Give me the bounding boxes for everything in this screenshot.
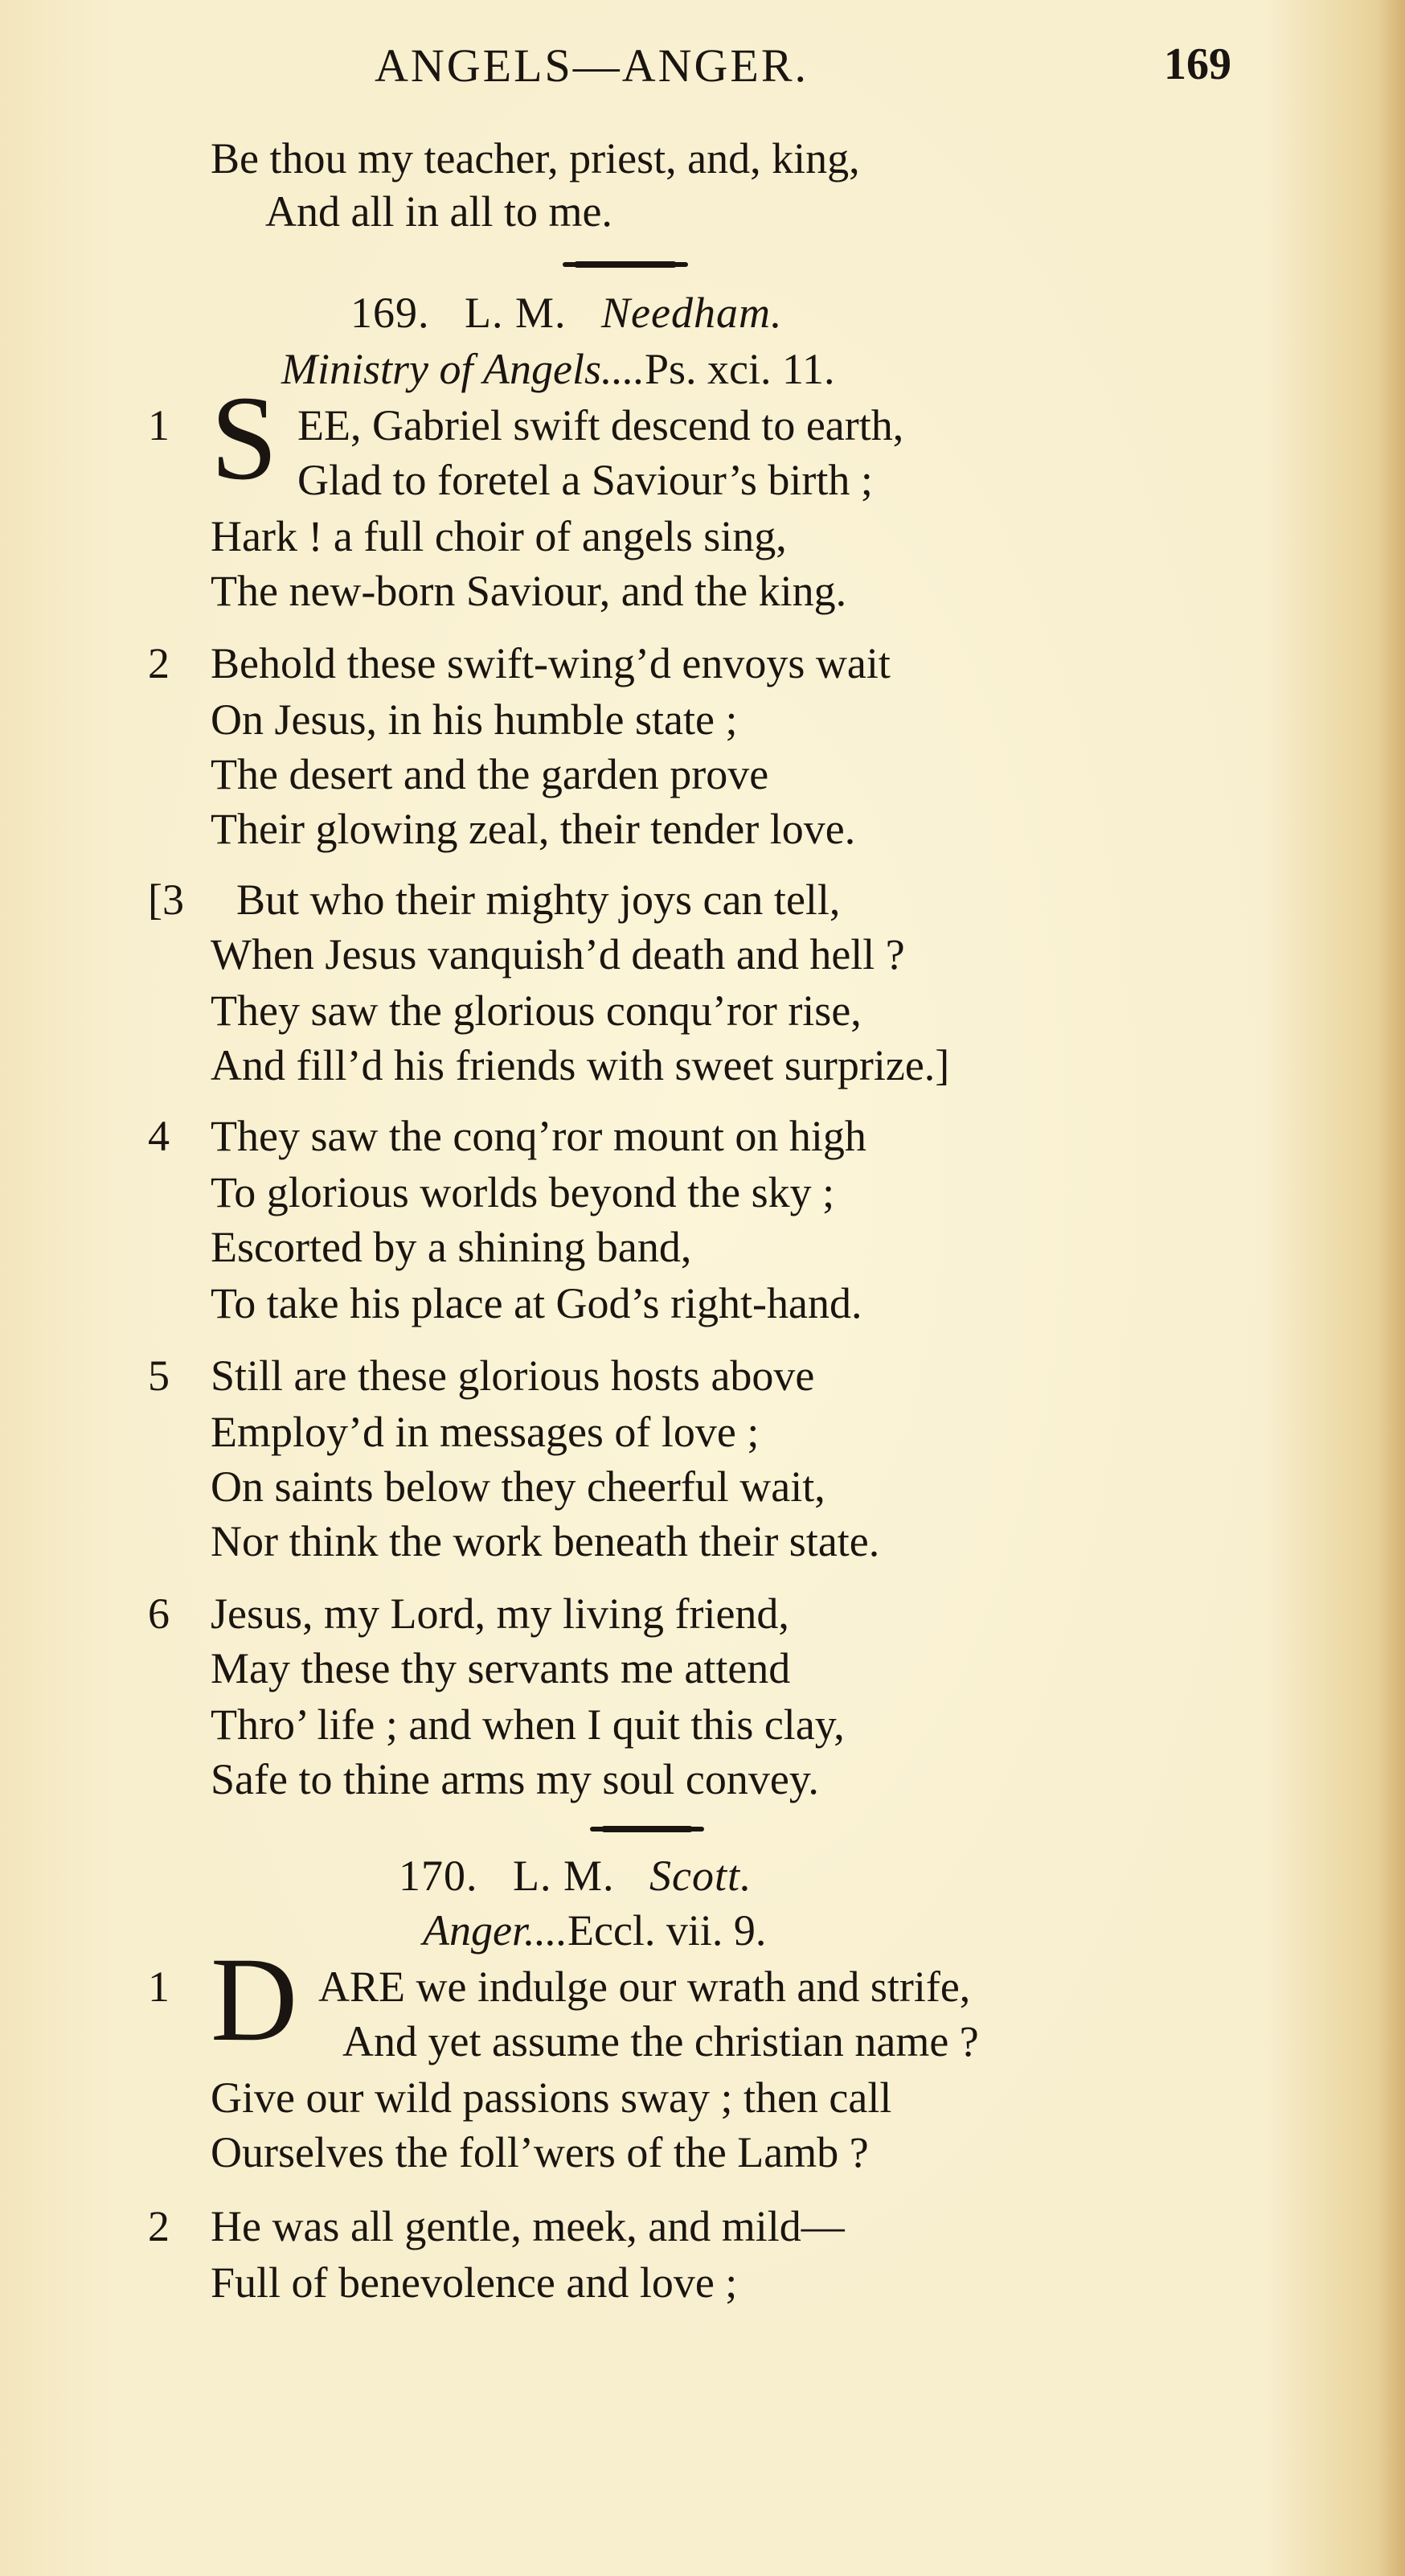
verse-line: Give our wild passions sway ; then call xyxy=(211,2074,892,2122)
verse-line: Ourselves the foll’wers of the Lamb ? xyxy=(211,2128,869,2176)
hymn-subject: Anger.... xyxy=(423,1906,567,1955)
verse-line: And fill’d his friends with sweet surprize.] xyxy=(211,1041,950,1089)
verse-line: The desert and the garden prove xyxy=(211,750,769,798)
scripture-reference: Ps. xci. 11. xyxy=(645,345,835,393)
verse-line: And yet assume the christian name ? xyxy=(342,2017,979,2065)
stanza-number: 4 xyxy=(148,1112,170,1160)
stanza-number: 6 xyxy=(148,1589,170,1638)
section-rule xyxy=(590,1827,704,1832)
page-edge-stain xyxy=(1378,0,1405,2576)
stanza-number: 1 xyxy=(148,401,170,449)
running-head: ANGELS—ANGER. xyxy=(375,39,809,92)
hymn-subtitle xyxy=(423,1906,767,1955)
verse-line: The new-born Saviour, and the king. xyxy=(211,567,847,615)
hymn-tune: Scott. xyxy=(649,1852,752,1900)
verse-line: Full of benevolence and love ; xyxy=(211,2258,738,2307)
verse-line: Jesus, my Lord, my living friend, xyxy=(211,1589,789,1638)
hymn-title xyxy=(350,289,783,337)
stanza-number: 5 xyxy=(148,1352,170,1400)
stanza-number: 2 xyxy=(148,2202,170,2250)
verse-line: To take his place at God’s right-hand. xyxy=(211,1279,862,1327)
page-header xyxy=(0,39,1405,103)
hymn-meter: L. M. xyxy=(513,1852,615,1900)
verse-line: He was all gentle, meek, and mild— xyxy=(211,2202,845,2250)
hymn-subtitle xyxy=(281,347,835,391)
verse-line: But who their mighty joys can tell, xyxy=(236,876,841,924)
hymn-number: 170. xyxy=(399,1852,478,1900)
stanza-number: 1 xyxy=(148,1963,170,2011)
verse-line: Still are these glorious hosts above xyxy=(211,1352,815,1400)
hymn-number: 169. xyxy=(350,289,430,337)
page-number: 169 xyxy=(1164,39,1231,89)
verse-line: Safe to thine arms my soul convey. xyxy=(211,1755,819,1803)
verse-line: And all in all to me. xyxy=(265,187,612,236)
hymn-tune: Needham. xyxy=(601,289,783,337)
scripture-reference: Eccl. vii. 9. xyxy=(567,1906,767,1955)
verse-line: EE, Gabriel swift descend to earth, xyxy=(297,401,904,449)
verse-line: Be thou my teacher, priest, and, king, xyxy=(211,134,860,183)
hymn-title xyxy=(399,1852,752,1900)
stanza-number: [3 xyxy=(148,876,184,924)
verse-line: Employ’d in messages of love ; xyxy=(211,1408,760,1456)
verse-line: On saints below they cheerful wait, xyxy=(211,1462,825,1511)
verse-line: Glad to foretel a Saviour’s birth ; xyxy=(297,456,873,504)
verse-line: Escorted by a shining band, xyxy=(211,1223,692,1271)
drop-cap: D xyxy=(211,1933,298,2066)
section-rule xyxy=(563,262,688,267)
verse-line: Hark ! a full choir of angels sing, xyxy=(211,512,787,560)
hymn-meter: L. M. xyxy=(465,289,567,337)
drop-cap: S xyxy=(211,371,278,505)
verse-line: To glorious worlds beyond the sky ; xyxy=(211,1168,835,1216)
stanza-number: 2 xyxy=(148,639,170,687)
verse-line: Nor think the work beneath their state. xyxy=(211,1517,880,1565)
hymn-subject: Ministry of Angels.... xyxy=(281,345,645,393)
verse-line: On Jesus, in his humble state ; xyxy=(211,695,738,744)
verse-line: ARE we indulge our wrath and strife, xyxy=(318,1963,971,2011)
verse-line: Behold these swift-wing’d envoys wait xyxy=(211,639,891,687)
verse-line: When Jesus vanquish’d death and hell ? xyxy=(211,930,905,978)
verse-line: Their glowing zeal, their tender love. xyxy=(211,805,856,853)
verse-line: Thro’ life ; and when I quit this clay, xyxy=(211,1700,845,1749)
verse-line: They saw the conq’ror mount on high xyxy=(211,1112,866,1160)
verse-line: They saw the glorious conqu’ror rise, xyxy=(211,987,862,1035)
verse-line: May these thy servants me attend xyxy=(211,1644,791,1692)
